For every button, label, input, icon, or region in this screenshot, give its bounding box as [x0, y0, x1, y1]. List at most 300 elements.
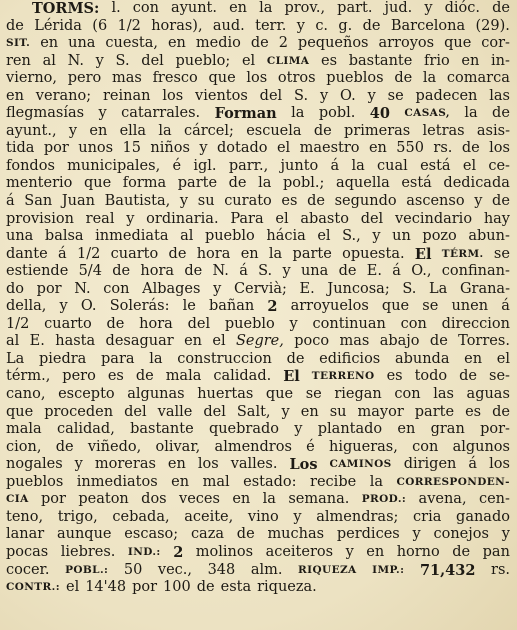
word: del [360, 210, 384, 227]
word: en [89, 122, 108, 139]
word: cocer. [6, 561, 50, 578]
word: La [6, 350, 25, 367]
word: cen- [478, 491, 510, 508]
word: parte [177, 175, 218, 192]
text-line [6, 456, 510, 474]
word: y [293, 508, 302, 525]
word: arroyuelos [290, 298, 369, 315]
word: Grana- [459, 280, 510, 297]
word: Segre, [235, 333, 284, 350]
word: su [197, 193, 215, 210]
text-line [6, 0, 510, 18]
word: higueras, [329, 438, 398, 455]
word: CASAS, [404, 107, 450, 120]
word: Albages [142, 280, 201, 297]
word: del [259, 87, 283, 104]
word: la [158, 122, 172, 139]
word: los [246, 70, 268, 87]
word: asis- [476, 122, 510, 139]
text-line [6, 140, 510, 158]
word: O. [340, 87, 356, 104]
word: parte [292, 245, 332, 262]
word: y [345, 543, 354, 560]
word: estado: [243, 473, 297, 490]
word: veces [179, 491, 220, 508]
word: PROD.: [361, 493, 407, 506]
word: cebada, [112, 508, 170, 525]
word: el [462, 157, 477, 174]
word: municipales, [67, 157, 161, 174]
word: provision [6, 210, 74, 227]
word: por [132, 579, 158, 596]
word: del [141, 52, 164, 69]
word: TÉRM. [441, 247, 484, 260]
word: en [6, 87, 24, 104]
word: y [213, 280, 222, 297]
word: ordinaria. [146, 210, 219, 227]
word: de [429, 333, 448, 350]
word: de [250, 35, 269, 52]
word: de [338, 263, 357, 280]
text-line [6, 158, 510, 176]
text-line [6, 298, 510, 316]
word: escuela [246, 122, 302, 139]
word: de [307, 193, 325, 210]
word: la [351, 157, 365, 174]
word: de [6, 17, 24, 34]
word: 2 [278, 35, 288, 52]
word: con [394, 386, 421, 403]
word: el [276, 140, 291, 157]
word: escaso; [124, 526, 179, 543]
word: la [259, 0, 273, 16]
word: las [489, 87, 510, 104]
word: aquella [335, 175, 390, 192]
word: continuan [312, 315, 386, 332]
text-line [6, 474, 510, 492]
word: CAMINOS [329, 458, 392, 471]
word: 1/2 [76, 245, 101, 262]
word: está [420, 157, 451, 174]
word: Juncosa; [327, 280, 390, 297]
word: una [6, 228, 34, 245]
word: 15 [122, 140, 141, 157]
word: y [199, 140, 208, 157]
word: por [43, 140, 69, 157]
word: CORRESPONDEN- [396, 475, 510, 488]
word: almendras; [316, 508, 399, 525]
word: opuesta. [342, 245, 405, 262]
word: poco [294, 333, 330, 350]
text-line [6, 333, 510, 351]
word: unos [78, 140, 114, 157]
word: TORMS: [32, 0, 100, 17]
word: El [283, 368, 300, 386]
word: y [68, 122, 78, 139]
word: 40 [369, 105, 390, 123]
word: el [212, 333, 226, 350]
text-line [6, 70, 510, 88]
word: 2 [173, 543, 184, 561]
text-line [6, 421, 510, 439]
word: calidad, [56, 421, 115, 438]
word: pero [62, 368, 96, 385]
word: pocas [6, 543, 49, 560]
word: el [65, 579, 80, 596]
word: al [180, 228, 194, 245]
word: flegmasías [6, 105, 85, 122]
word: el [496, 350, 510, 367]
word: pueblos [6, 473, 64, 490]
word: aceite, [184, 508, 234, 525]
word: de [196, 579, 215, 596]
word: é [306, 438, 315, 455]
word: con [412, 438, 439, 455]
word: del [187, 315, 211, 332]
word: RIQUEZA [298, 563, 357, 576]
word: con [103, 280, 130, 297]
text-line [6, 18, 510, 36]
word: y [98, 105, 107, 122]
word: es [386, 368, 403, 385]
word: es [465, 403, 482, 420]
word: fresco [152, 70, 198, 87]
word: Para [230, 210, 264, 227]
word: ella [119, 122, 147, 139]
word: se- [489, 368, 510, 385]
word: ce- [488, 157, 510, 174]
word: se [493, 245, 510, 262]
word: aud. [212, 17, 245, 34]
word: ganado [456, 508, 510, 525]
word: en [461, 52, 480, 69]
word: hácia [266, 228, 306, 245]
word: la [422, 70, 437, 87]
word: primeras [344, 122, 411, 139]
text-line [6, 579, 510, 597]
word: en [229, 0, 247, 16]
word: de [135, 368, 154, 385]
word: pequeños [297, 35, 369, 52]
word: al [42, 52, 56, 69]
word: 2 [267, 298, 278, 316]
word: bañan [208, 298, 255, 315]
word: en [366, 543, 385, 560]
text-line [6, 193, 510, 211]
text-line [6, 228, 510, 246]
word: POBL.: [65, 563, 109, 576]
word: y [424, 0, 433, 16]
word: valles. [230, 456, 278, 473]
word: y [367, 87, 376, 104]
word: abun- [468, 228, 510, 245]
word: E. [366, 263, 382, 280]
word: y [412, 526, 421, 543]
word: algunas [127, 386, 185, 403]
text-line [6, 316, 510, 334]
word: de [492, 193, 510, 210]
word: el [275, 210, 289, 227]
word: hora [139, 315, 173, 332]
word: que [265, 386, 294, 403]
word: 14'48 [85, 579, 127, 596]
word: otros [277, 70, 316, 87]
word: hora [196, 245, 231, 262]
word: está [401, 175, 432, 192]
word: confinan- [441, 263, 510, 280]
word: tida [6, 140, 35, 157]
word: vientos [195, 87, 248, 104]
word: horno [396, 543, 440, 560]
word: es [281, 193, 298, 210]
word: que [6, 403, 34, 420]
word: hasta [55, 333, 96, 350]
word: pobl. [318, 105, 356, 122]
text-line [6, 35, 510, 53]
word: CLIMA [266, 54, 310, 67]
word: perdices [336, 526, 400, 543]
text-line [6, 281, 510, 299]
word: CIA [6, 493, 29, 506]
word: parr., [228, 157, 269, 174]
text-line [6, 491, 510, 509]
word: forma [122, 175, 167, 192]
word: N. [212, 263, 229, 280]
word: se [305, 386, 322, 403]
word: IMP.: [372, 563, 405, 576]
word: S., [342, 228, 361, 245]
word: los [162, 87, 184, 104]
word: riqueza. [257, 579, 317, 596]
word: y [95, 52, 104, 69]
word: abasto [300, 210, 349, 227]
word: liebres. [60, 543, 116, 560]
word: desaguar [105, 333, 174, 350]
word: Cervià; [233, 280, 287, 297]
word: O., [411, 263, 432, 280]
word: balsa [44, 228, 84, 245]
word: de [184, 263, 203, 280]
word: Barcelona [390, 17, 466, 34]
word: La [429, 280, 448, 297]
word: proceden [44, 403, 114, 420]
word: O. [80, 298, 97, 315]
word: cor- [481, 35, 510, 52]
word: en [167, 456, 186, 473]
word: gran [430, 421, 465, 438]
word: y [474, 193, 483, 210]
text-line [6, 175, 510, 193]
word: 1/2 [117, 17, 141, 34]
word: en [300, 403, 319, 420]
word: cano, [6, 386, 46, 403]
word: S. [258, 263, 273, 280]
word: de [459, 368, 478, 385]
word: Salt, [236, 403, 271, 420]
word: della, [6, 298, 47, 315]
word: á [239, 263, 248, 280]
word: de [286, 350, 305, 367]
word: á [468, 456, 478, 473]
word: para [101, 350, 135, 367]
word: junto [280, 157, 319, 174]
text-line [6, 562, 510, 580]
word: mas [112, 70, 142, 87]
word: maestro [299, 140, 360, 157]
word: una [68, 35, 96, 52]
word: rs. [433, 140, 453, 157]
word: trigo, [57, 508, 98, 525]
word: parte [414, 403, 455, 420]
text-line [6, 351, 510, 369]
word: El [414, 245, 432, 263]
word: las [433, 386, 454, 403]
word: mas [339, 333, 370, 350]
word: Torres. [458, 333, 510, 350]
word: la [262, 491, 276, 508]
word: fondos [6, 157, 55, 174]
word: (29). [475, 17, 510, 34]
word: teno, [6, 508, 44, 525]
word: una [300, 263, 329, 280]
word: en [464, 350, 483, 367]
word: c. [315, 17, 329, 34]
word: ascenso [406, 193, 465, 210]
word: recibe [310, 473, 357, 490]
text-line [6, 526, 510, 544]
word: de [112, 263, 131, 280]
text-line [6, 386, 510, 404]
word: inmediata [95, 228, 169, 245]
word: á [58, 245, 67, 262]
word: TERRENO [311, 370, 375, 383]
word: y [179, 193, 189, 210]
word: la [291, 105, 305, 122]
word: su [329, 403, 347, 420]
word: ayunt. [171, 0, 217, 16]
word: é [172, 157, 182, 174]
word: aunque [56, 526, 112, 543]
word: verano; [35, 87, 92, 104]
word: do [6, 280, 25, 297]
word: in- [491, 52, 510, 69]
word: térm., [6, 368, 51, 385]
word: de [168, 245, 187, 262]
word: dirigen [403, 456, 457, 473]
word: N. [74, 280, 91, 297]
word: dos [141, 491, 167, 508]
word: la [464, 105, 478, 122]
word: 71,432 [419, 561, 476, 579]
word: el [241, 52, 256, 69]
word: y [294, 421, 303, 438]
word: que [381, 298, 410, 315]
word: por [41, 491, 66, 508]
word: vecindario [394, 210, 473, 227]
word: la [369, 473, 383, 490]
word: pobl.; [282, 175, 325, 192]
word: unen [451, 298, 489, 315]
word: S. [402, 280, 417, 297]
word: mayor [357, 403, 404, 420]
word: los [489, 140, 510, 157]
word: aceiteros [265, 543, 334, 560]
word: y [74, 456, 83, 473]
word: calidad. [213, 368, 272, 385]
word: caza [190, 526, 224, 543]
text-line [6, 53, 510, 71]
word: de [228, 175, 247, 192]
word: IND.: [127, 545, 161, 558]
word: almendros [214, 438, 292, 455]
word: huertas [197, 386, 254, 403]
word: segundo [334, 193, 397, 210]
word: de [106, 315, 125, 332]
word: pueblo [204, 228, 255, 245]
word: dante [6, 245, 48, 262]
word: cria [413, 508, 442, 525]
word: Solerás: [109, 298, 170, 315]
word: cual [377, 157, 408, 174]
word: 348 [207, 561, 236, 578]
word: la [149, 350, 163, 367]
word: esta [220, 579, 252, 596]
word: vino [247, 508, 279, 525]
word: con [132, 0, 159, 16]
word: en [232, 491, 251, 508]
word: en [240, 245, 259, 262]
word: dióc. [444, 0, 481, 16]
text-line [6, 211, 510, 229]
word: vec., [157, 561, 192, 578]
word: pueblo [224, 315, 275, 332]
word: un [392, 228, 411, 245]
word: y [289, 315, 298, 332]
word: en [171, 473, 190, 490]
word: bastante [348, 52, 413, 69]
text-line [6, 246, 510, 264]
word: y [126, 210, 135, 227]
word: dotado [217, 140, 268, 157]
word: hay [483, 210, 510, 227]
word: E. [29, 333, 45, 350]
word: estiende [6, 263, 69, 280]
word: cárcel; [183, 122, 234, 139]
word: 5/4 [78, 263, 102, 280]
word: pan [482, 543, 510, 560]
word: hora [140, 263, 175, 280]
word: reinan [102, 87, 151, 104]
word: padecen [415, 87, 478, 104]
word: construccion [177, 350, 272, 367]
word: algunos [452, 438, 510, 455]
word: le [182, 298, 196, 315]
word: de [492, 0, 510, 16]
word: curato [224, 193, 272, 210]
word: mala [165, 368, 202, 385]
word: de [362, 17, 381, 34]
word: pozo [422, 228, 457, 245]
word: el [317, 228, 331, 245]
text-line [6, 105, 510, 123]
word: á [6, 193, 15, 210]
text-line [6, 123, 510, 141]
word: en [167, 35, 186, 52]
word: medio [195, 35, 241, 52]
word: prov., [284, 0, 326, 16]
word: Lérida [34, 17, 82, 34]
text-line [6, 88, 510, 106]
